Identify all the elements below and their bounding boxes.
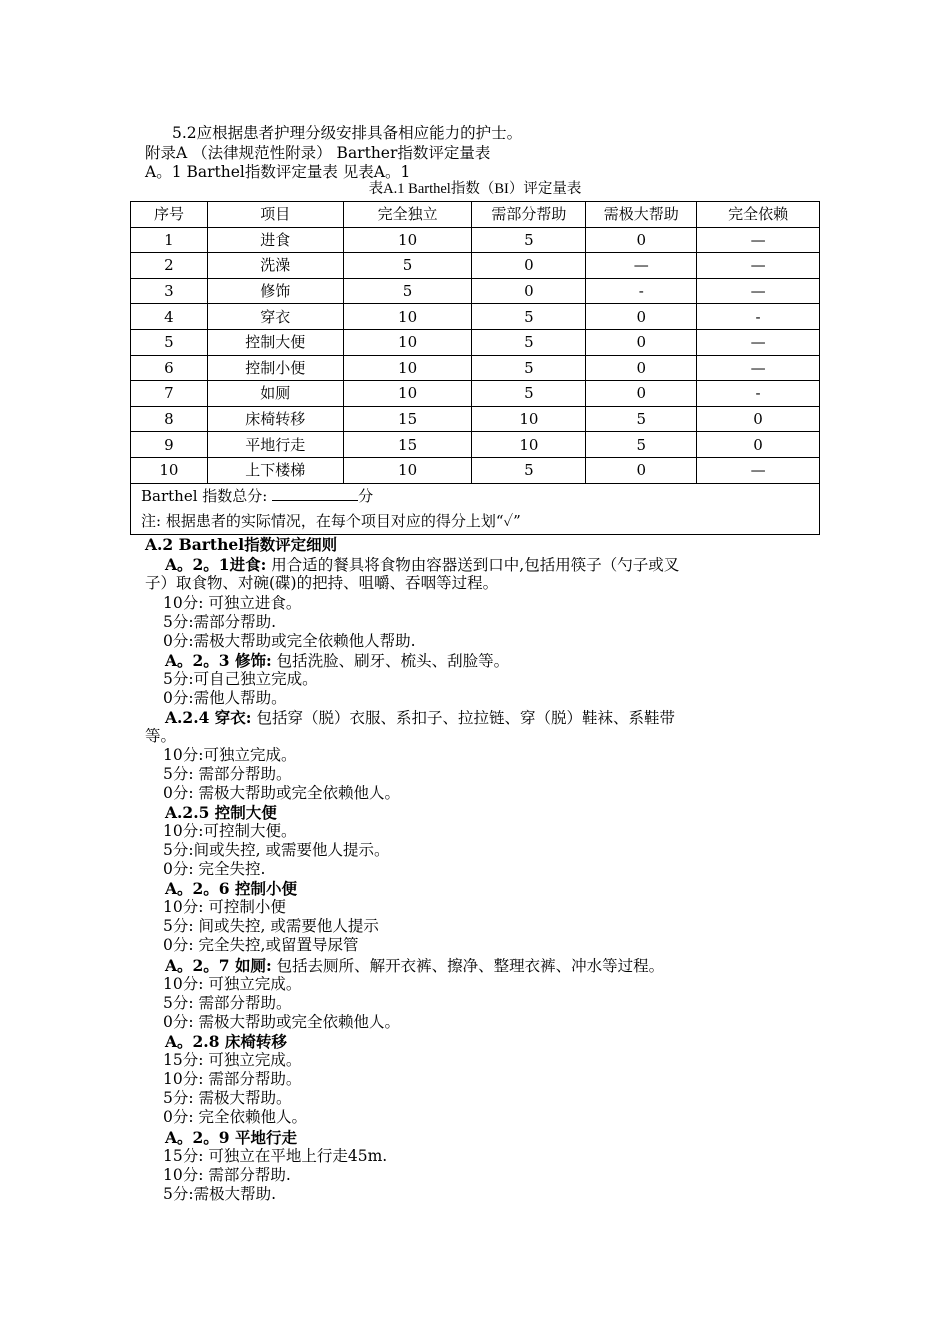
table-cell: 9 xyxy=(131,432,208,458)
score-line: 5分:间或失控, 或需要他人提示。 xyxy=(163,841,390,859)
table-cell: 2 xyxy=(131,253,208,279)
col-header-dependent: 完全依赖 xyxy=(697,202,820,228)
table-row xyxy=(131,304,820,330)
table-cell: 5 xyxy=(472,304,586,330)
section-text: 包括穿（脱）衣服、系扣子、拉拉链、穿（脱）鞋袜、系鞋带 xyxy=(256,709,675,727)
score-line: 15分: 可独立在平地上行走45m. xyxy=(163,1147,388,1165)
table-row xyxy=(131,432,820,458)
table-cell: 0 xyxy=(472,278,586,304)
col-header-index: 序号 xyxy=(131,202,208,228)
table-cell: 上下楼梯 xyxy=(207,457,343,483)
table-cell: 修饰 xyxy=(207,278,343,304)
score-line: 0分: 完全失控. xyxy=(163,860,266,878)
appendix-a1: A。1 Barthel指数评定量表 见表A。1 xyxy=(145,163,411,181)
table-cell: — xyxy=(697,457,820,483)
score-line: 10分: 需部分帮助. xyxy=(163,1166,291,1184)
table-row xyxy=(131,253,820,279)
table-cell: 7 xyxy=(131,381,208,407)
score-line: 0分: 完全依赖他人。 xyxy=(163,1108,308,1126)
score-line: 5分: 间或失控, 或需要他人提示 xyxy=(163,917,379,935)
table-note: 注: 根据患者的实际情况，在每个项目对应的得分上划“✓” xyxy=(141,511,521,530)
score-line: 5分: 需部分帮助。 xyxy=(163,994,292,1012)
table-cell: 控制小便 xyxy=(207,355,343,381)
table-cell: 15 xyxy=(343,432,472,458)
table-cell: 1 xyxy=(131,227,208,253)
table-cell: 0 xyxy=(586,329,697,355)
table-cell: 10 xyxy=(343,304,472,330)
table-cell: - xyxy=(697,381,820,407)
section-title: A。2。1进食: xyxy=(165,555,267,574)
table-cell: 穿衣 xyxy=(207,304,343,330)
table-footer-row xyxy=(131,483,820,534)
section-text: 包括洗脸、刷牙、梳头、刮脸等。 xyxy=(276,652,510,670)
table-cell: 控制大便 xyxy=(207,329,343,355)
score-line: 10分: 可独立完成。 xyxy=(163,975,302,993)
table-cell: 进食 xyxy=(207,227,343,253)
section-2-9-title: A。2。9 平地行走 xyxy=(165,1128,297,1147)
section-2-7 xyxy=(165,956,664,976)
score-line: 10分: 需部分帮助。 xyxy=(163,1070,302,1088)
table-cell: 床椅转移 xyxy=(207,406,343,432)
table-cell: 0 xyxy=(586,227,697,253)
section-2-1-cont: 子）取食物、对碗(碟)的把持、咀嚼、吞咽等过程。 xyxy=(145,574,499,592)
table-cell: — xyxy=(586,253,697,279)
col-header-partial-help: 需部分帮助 xyxy=(472,202,586,228)
table-caption: 表A.1 Barthel指数（BI）评定量表 xyxy=(368,181,582,197)
section-2-4-cont: 等。 xyxy=(145,727,177,745)
table-row xyxy=(131,329,820,355)
score-line: 0分:需极大帮助或完全依赖他人帮助. xyxy=(163,632,416,650)
section-text: 包括去厕所、解开衣裤、擦净、整理衣裤、冲水等过程。 xyxy=(276,957,665,975)
table-cell: 10 xyxy=(343,227,472,253)
section-title: A.2.4 穿衣: xyxy=(165,708,252,727)
col-header-independent: 完全独立 xyxy=(343,202,472,228)
table-cell: 平地行走 xyxy=(207,432,343,458)
appendix-title: 附录A （法律规范性附录） Barther指数评定量表 xyxy=(145,144,491,162)
table-cell: - xyxy=(697,304,820,330)
table-cell: 5 xyxy=(343,253,472,279)
table-cell: 5 xyxy=(343,278,472,304)
table-cell: 10 xyxy=(472,432,586,458)
table-row xyxy=(131,457,820,483)
score-line: 5分: 需部分帮助。 xyxy=(163,765,292,783)
score-line: 15分: 可独立完成。 xyxy=(163,1051,302,1069)
table-row xyxy=(131,278,820,304)
table-cell: — xyxy=(697,253,820,279)
total-score-label: Barthel 指数总分: xyxy=(141,486,268,505)
table-cell: 5 xyxy=(472,381,586,407)
section-2-8-title: A。2.8 床椅转移 xyxy=(165,1032,287,1051)
table-cell: 5 xyxy=(472,457,586,483)
score-line: 5分:需部分帮助. xyxy=(163,613,277,631)
table-cell: 5 xyxy=(586,406,697,432)
table-cell: 5 xyxy=(131,329,208,355)
table-cell: 10 xyxy=(343,329,472,355)
table-cell: 0 xyxy=(586,355,697,381)
score-line: 0分: 完全失控,或留置导尿管 xyxy=(163,936,359,954)
details-heading: A.2 Barthel指数评定细则 xyxy=(145,535,338,554)
table-cell: — xyxy=(697,227,820,253)
table-cell: 6 xyxy=(131,355,208,381)
total-score-line xyxy=(141,484,819,509)
score-line: 0分:需他人帮助。 xyxy=(163,689,287,707)
table-cell: 0 xyxy=(697,406,820,432)
table-cell: 5 xyxy=(472,227,586,253)
table-cell: 10 xyxy=(343,355,472,381)
table-cell: 5 xyxy=(472,355,586,381)
total-score-blank xyxy=(272,486,358,501)
section-2-6-title: A。2。6 控制小便 xyxy=(165,879,297,898)
table-cell: 4 xyxy=(131,304,208,330)
table-cell: 10 xyxy=(343,381,472,407)
table-cell: 0 xyxy=(586,457,697,483)
table-cell: — xyxy=(697,278,820,304)
score-line: 10分: 可独立进食。 xyxy=(163,594,302,612)
score-line: 10分:可控制大便。 xyxy=(163,822,297,840)
table-cell: 0 xyxy=(472,253,586,279)
table-cell: 0 xyxy=(586,304,697,330)
score-line: 5分:需极大帮助. xyxy=(163,1185,277,1203)
section-2-5-title: A.2.5 控制大便 xyxy=(165,803,277,822)
barthel-table xyxy=(130,201,820,535)
table-row xyxy=(131,227,820,253)
table-cell: 5 xyxy=(472,329,586,355)
table-cell: 10 xyxy=(131,457,208,483)
clause-5-2: 5.2应根据患者护理分级安排具备相应能力的护士。 xyxy=(172,124,523,142)
table-cell: 15 xyxy=(343,406,472,432)
score-line: 5分:可自己独立完成。 xyxy=(163,670,318,688)
table-row xyxy=(131,381,820,407)
table-footer xyxy=(131,483,820,534)
table-cell: 3 xyxy=(131,278,208,304)
section-title: A。2。7 如厕: xyxy=(165,956,272,975)
section-title: A。2。3 修饰: xyxy=(165,651,272,670)
table-header-row xyxy=(131,202,820,228)
table-cell: - xyxy=(586,278,697,304)
table-cell: — xyxy=(697,355,820,381)
total-score-unit: 分 xyxy=(358,486,374,505)
table-row xyxy=(131,355,820,381)
table-row xyxy=(131,406,820,432)
score-line: 10分:可独立完成。 xyxy=(163,746,297,764)
score-line: 0分: 需极大帮助或完全依赖他人。 xyxy=(163,784,401,802)
section-2-4 xyxy=(165,708,675,728)
section-text: 用合适的餐具将食物由容器送到口中,包括用筷子（勺子或叉 xyxy=(271,556,680,574)
section-2-1 xyxy=(165,555,679,575)
table-cell: 10 xyxy=(343,457,472,483)
score-line: 5分: 需极大帮助。 xyxy=(163,1089,292,1107)
table-cell: — xyxy=(697,329,820,355)
col-header-major-help: 需极大帮助 xyxy=(586,202,697,228)
table-cell: 0 xyxy=(697,432,820,458)
table-cell: 8 xyxy=(131,406,208,432)
table-cell: 5 xyxy=(586,432,697,458)
score-line: 0分: 需极大帮助或完全依赖他人。 xyxy=(163,1013,401,1031)
col-header-item: 项目 xyxy=(207,202,343,228)
score-line: 10分: 可控制小便 xyxy=(163,898,286,916)
table-cell: 10 xyxy=(472,406,586,432)
section-2-3 xyxy=(165,651,509,671)
table-cell: 0 xyxy=(586,381,697,407)
table-cell: 如厕 xyxy=(207,381,343,407)
table-cell: 洗澡 xyxy=(207,253,343,279)
